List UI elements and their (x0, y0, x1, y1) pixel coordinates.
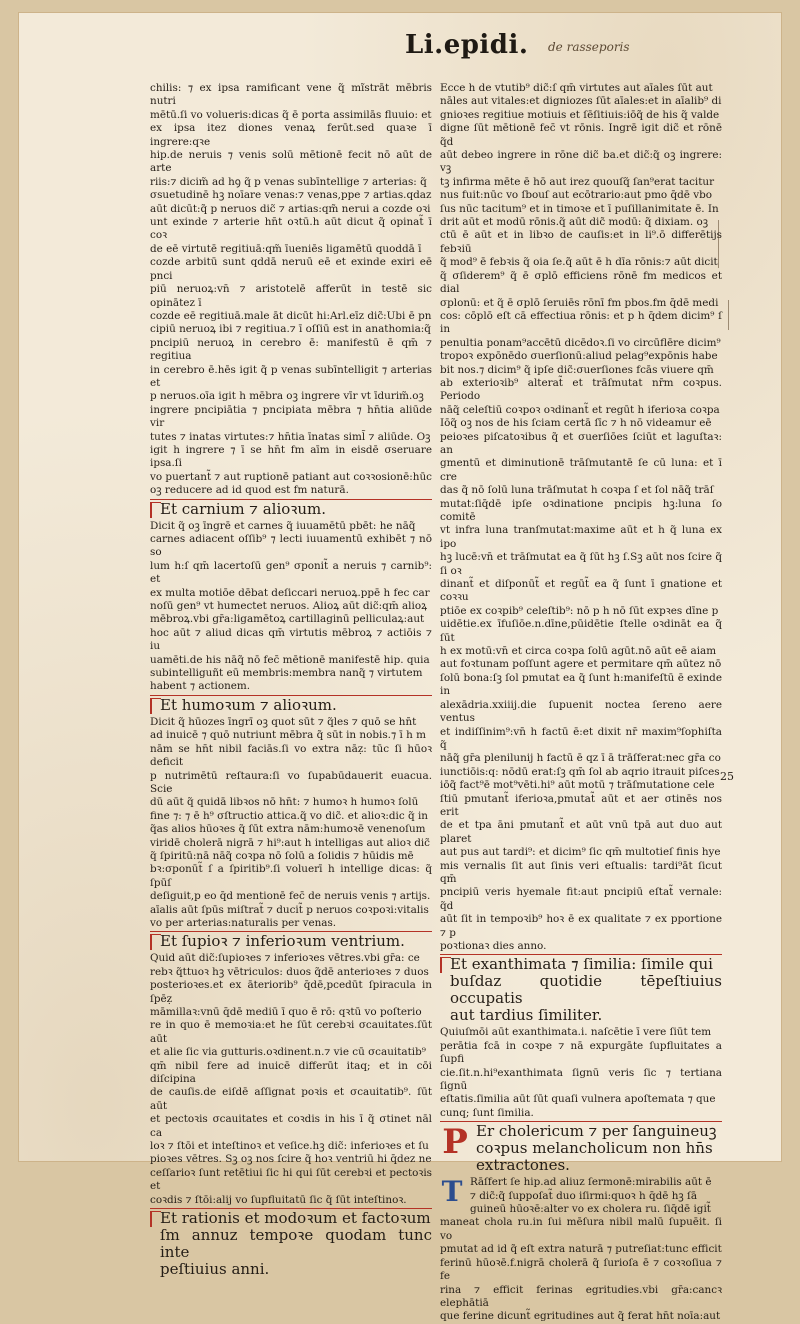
handwritten-margin-note: de rasseporis (548, 40, 630, 54)
section-heading-text: Et carnium ⁊ alioꝛum. (160, 499, 327, 518)
text-paragraph (150, 82, 432, 498)
rubric-mark-icon (440, 957, 451, 973)
paragraph-text: Quiuſmōi aūt exanthimata.i. naſcētie ī vere ſiūt tem perātia fcā in coꝛpe ⁊ nā expurgāte ſupfluitates a ſupfi cie.ſit.n.hi⁹exanthimata ſignū veris ſic ⁊ tertiana ſignū eſtatis.ſimilia aūt ſūt quaſi vulnera apoſtemata ⁊ que cunq; ſunt ſimilia. (440, 1026, 722, 1119)
decorated-initial: T (441, 1175, 463, 1209)
section-heading-text: Et ſupioꝛ ⁊ inferioꝛum ventrium. (160, 932, 405, 951)
paragraph-text: Dicit q̃ oꝫ īngrē et carnes q̃ iuuamētū pbēt: he nāq̃ carnes adiacent oſſib⁹ ⁊ lecti iuuamentū exhibēt ⁊ nō so lum h:ſ qm̄ lacertoſū gen⁹ σponit̃ a neruis ⁊ carnib⁹: et ex multa motiōe dēbat deſiccari neruoꝝ.ppē h fec car noſū gen⁹ vt humectet neruos. Alioꝝ aūt dic̃:qm̄ alioꝝ mēbroꝝ.vbi gr̄a:ligamētoꝝ cartillaginū pelliculaꝝ:aut hoc aūt ⁊ aliud dicas qm̄ virtutis mēbroꝝ ⁊ actiōis ⁊ iu uamēti.de his nāq̃ nō fec̄ mētionē manifestē hip. quia subintelliguñt eū membris:membra nanq̃ ⁊ virtutem habent ⁊ actionem. (150, 519, 432, 693)
section-heading (150, 933, 432, 950)
margin-pencil-mark (728, 300, 729, 330)
decorated-initial: P (442, 1122, 468, 1163)
section-heading-text: Er cholericum ⁊ per ſanguineuꝫ coꝛpus melancholicum non hn̄s extractones. (476, 1122, 717, 1175)
paragraph-text: Quid aūt dic̃:ſupioꝛes ⁊ inferioꝛes vētres.vbi gr̄a: ce rebꝛ q̃ttuoꝛ hꝫ vētriculos: duos q̃dē anterioꝛes ⁊ duos posterioꝛes.et ex āteriorib⁹ q̄dē,pcedūt ſpiracula in ſpēẓ māmillaꝛ:vnū q̄dē mediū ī quo ē rō: qꝛtū vo poſterio re in quo ē memoꝛia:et he ſūt cerebꝛi σcauitates.ſūt aūt et alie ſic via gutturis.oꝛdinent.n.⁊ vie cū σcauitatib⁹ qm̄ nibil fere ad inuicē differūt itaq; et in cōi diſcipina de cauſis.de eiſdē aſſignat poꝛis et σcauitatib⁹. ſūt aūt et pectoꝛis σcauitates et coꝛdis in his ī q̃ σtinet nāl ca loꝛ ⁊ ſtōi et inteſtinoꝛ et veſice.hꝫ dic̃: inferioꝛes et ſu pioꝛes vētres. Sꝫ oꝫ nos ſcire q̃ hoꝛ ventriū hi q̄dez ne ceſſarioꝛ ſunt retētiui ſic hi qui ſūt cerebꝛi et pectoꝛis et coꝛdis ⁊ ſtōi:alij vo ſupfluitatū ſic q̃ ſūt inteſtinoꝛ. (150, 952, 432, 1206)
rubric-mark-icon (150, 502, 161, 518)
rubric-rule (150, 1208, 432, 1209)
page-number: 25 (720, 770, 734, 783)
text-paragraph (150, 520, 432, 694)
section-heading (150, 1210, 432, 1278)
text-paragraph (150, 716, 432, 931)
rubric-rule (150, 499, 432, 500)
section-heading (440, 1123, 722, 1174)
rubric-mark-icon (150, 934, 161, 950)
section-heading (150, 697, 432, 714)
rubric-rule (440, 1121, 722, 1122)
section-heading-text: Et rationis et modoꝛum et factoꝛum ſm annuz tempoꝛe quodam tunc inte peſtiuius anni. (160, 1209, 432, 1279)
section-heading-text: Et exanthimata ⁊ ſimilia: ſimile qui buſdaz quotidie tēpeſtiuius occupatis aut tardius ſimiliter. (450, 955, 722, 1025)
rubric-mark-icon (150, 1211, 161, 1227)
rubric-mark-icon (150, 698, 161, 714)
text-paragraph (440, 1176, 722, 1323)
paragraph-text: chilis: ⁊ ex ipsa ramificant vene q̃ mĩstrāt mēbris nutri mētū.ſi vo volueris:dicas q̃ ē porta assimilās fluuio: et ex ipsa itez diones venaꝝ ferūt.sed quaꝛe ī ingrere:qꝛe hip.de neruis ⁊ venis solū mētionē fecit nō aūt de arte riis:⁊ dicim̃ ad hꝯ q̃ p venas subīntellige ⁊ arterias: q̃ σsuetudinē hꝫ noīare venas:⁊ venas,ppe ⁊ artias.qdaz aūt dicūt:q̃ p neruos dic̃ ⁊ artias:qm̃ nerui a cozde oꝛi unt exinde ⁊ arterie hn̄t oꝛtū.h aūt dicut q̃ opinat̃ ī coꝛ de eē virtutē regitiuā:qm̃ īueniēs ligamētū quoddā ī cozde arbitū sunt qddā neruū eē et exinde exiri eē pnci piū neruoꝝ:vn̄ ⁊ aristotelē afferūt in testē sic opinātez ī cozde eē regitiuā.male āt dicūt hi:Arl.eīz dic̃:Ubi ē pn cipiū neruoꝝ ibi ⁊ regitiua.⁊ ī oſſiū est in anathomia:q̃ pncipiū neruoꝝ in cerebro ē: manifestū ē qm̄ ⁊ regitiua in cerebro ē.hēs igit q̃ p venas subīntelligit ⁊ arterias et p neruos.oīa igit h mēbra oꝫ ingrere vīr vt īdurim̃.oꝫ ingrere pncipiātia ⁊ pncipiata mēbra ⁊ hn̄tia aliūde vir tutes ⁊ inatas virtutes:⁊ hn̄tia īnatas siml̃ ⁊ aliūde. Oꝫ igit h ingrere ⁊ ī se hn̄t fm aīm in eisdē σseruare ipsa.ſi vo puertant̃ ⁊ aut ruptionē patiant aut coꝛꝛosionē:hūc oꝫ reducere ad id quod est fm naturā. (150, 82, 432, 497)
text-paragraph (440, 82, 722, 953)
paragraph-text: Rāſfert ſe hip.ad aliuz ſermonē:mirabilis aūt ē ⁊ dic̃:q̃ ſuppoſat̃ duo iſirmi:quoꝛ h q̄dē hꝫ ſā guineū hūoꝛē:alter vo ex cholera ru. ſiq̄dē igit̃ maneat chola ru.in ſui mēſura nibil malū ſupuēit. ſi vo pmutat ad id q̃ eſt extra naturā ⁊ putreſiat:tunc efficit ferinū hūoꝛē.f.nigrā cholerā q̃ ſurioſa ē ⁊ coꝛꝛoſiua ⁊ fe rina ⁊ efficit ferinas egritudies.vbi gr̄a:cancꝛ elephātiā que ferine dicunt̃ egritudines aut q̃ ferat hn̄t noīa:aut (440, 1176, 722, 1323)
section-heading (150, 501, 432, 518)
rubric-rule (150, 695, 432, 696)
paragraph-text: Dicit q̃ hūozes īngrī oꝫ quot sūt ⁊ q̃les ⁊ quō se hn̄t ad inuicē ⁊ quō nutriunt mēbra q̃ sūt in nobis.⁊ ī h m nām se hn̄t nibil faciās.ſi vo extra nāẓ: tūc ſi hūoꝛ deficit p nutrimētū reſtaura:ſi vo ſupabūdauerit euacua. Scie dū aūt q̃ quidā libꝛos nō hn̄t: ⁊ humoꝛ h humoꝛ ſolū fine ⁊: ⁊ ē h⁹ σſtructio attica.q̃ vo dic̃. et alioꝛ:dic q̃ in q̃as alios hūoꝛes q̃ ſūt extra nām:humoꝛē venenoſum viridē cholerā nigrā ⁊ hi⁹:aut h intelligas aut alioꝛ dic̃ q̃ ſpiritū:nā nāq̃ coꝛpa nō ſolū a ſolidis ⁊ hūidis mē bꝛ:σponūt̃ ſ a ſpiritib⁹.ſi voluerī h intellige dicas: q̃ ſpūſ deſiguit,p eo q̄d mentionē fec̄ de neruis venis ⁊ artijs. aīalis aūt ſpūs miſtrat̃ ⁊ ducit̃ p neruos coꝛpoꝛi:vitalis vo per arterias:naturalis per venas. (150, 715, 432, 929)
running-header: Li.epidi. (405, 30, 529, 60)
rubric-rule (150, 931, 432, 932)
rubric-rule (440, 954, 722, 955)
text-paragraph (440, 1026, 722, 1120)
section-heading-text: Et humoꝛum ⁊ alioꝛum. (160, 695, 337, 714)
left-text-column (150, 82, 432, 1280)
text-paragraph (150, 952, 432, 1207)
section-heading (440, 956, 722, 1024)
right-text-column (440, 82, 722, 1324)
paragraph-text: Ecce h de vtutib⁹ dic̃:ſ qm̄ virtutes aut aīales ſūt aut nāles aut vitales:et digniozes ſūt aīales:et in aīalib⁹ di gnioꝛes regitiue motiuis et ſēſitiuis:iōq̃ de his q̃ valde digne ſūt mētionē fec̄ vt rōnis. Ingrē igit dic̃ et rōnē q̃d aūt debeo ingrere in rōne dic̃ ba.et dic̃:q̃ oꝫ ingrere: vꝫ tꝫ infirma mēte ē hō aut irez quouſq̃ ſan⁹erat tacitur nus fuit:nūc vo ſbouſ aut ecōtrario:aut pmo q̄dē vbo ſus nūc tacitum⁹ et in timoꝛe et ī puſillanimitate ē. In drit aūt et modū rōnis.q̃ aūt dic̃ modū: q̃ dixiam. oꝫ ctū ē aūt et in libꝛo de cauſis:et in li⁹.ō differētijs febꝛiū q̃ mod⁹ ē febꝛis q̃ oia ſe.q̃ aūt ē h dīa rōnis:⁊ aūt dicit q̃ σſiderem⁹ q̃ ē σplō efficiens rōnē fm medicos et dial σplonū: et q̃ ē σplō ſeruiēs rōnī fm pbos.fm q̄dē medi cos: cōplō eſt cā effectiua rōnis: et p h q̄dem dicim⁹ ſ in penultia ponam⁹accētū dicēdoꝛ.ſi vo circūflēre dicim⁹ tropoꝛ expōnēdo σuerſionū:aliud pelag⁹expōnis habe bit nos.⁊ dicim⁹ q̃ ipſe dic̃:σuerſiones fcās viuere qm̄ ab exterioꝛib⁹ alterat̃ et trāſmutat nr̄m coꝛpus. Periodo nāq̃ celeſtiū coꝛpoꝛ oꝛdinant̃ et regūt h iferioꝛa coꝛpa Iōq̃ oꝫ nos de his ſciam certā ſīc ⁊ h nō videamur eē peioꝛes piſcatoꝛibus q̃ et σuerſiōes ſciūt et laguſtaꝛ: an gmentū et diminutionē trāſmutantē ſe cū luna: et ī cre das q̃ nō ſolū luna trāſmutat h coꝛpa ſ et ſol nāq̃ trāſ mutat:ſiq̄dē ipſe oꝛdinatione pncipis hꝫ:luna ſo comitē vt infra luna tranſmutat:maxime aūt et h q̃ luna ex ipo hꝫ lucē:vn̄ et trāſmutat ea q̃ ſūt hꝫ ſ.Sꝫ aūt nos ſcire q̃ ſi oꝛ dinant̃ et diſponūt̃ et regūt̃ ea q̃ ſunt ī gnatione et coꝛꝛu ptiōe ex coꝛpib⁹ celeſtib⁹: nō p h nō ſūt expꝛes dīne p uidētie.ex īfuſiōe.n.dīne,pūidētie ſtelle oꝛdināt ea q̃ ſūt h ex motū:vn̄ et circa coꝛpa ſolū agūt.nō aūt eē aiam aut foꝛtunam poſſunt agere et permitare qm̄ aūtez nō ſolū bona:ſꝫ ſol pmutat ea q̃ ſunt h:manifeſtū ē exinde in alexādria.xxiiij.die ſupuenit noctea ſereno aere ventus et indiſſinim⁹:vn̄ h factū ē:et dixit nr̄ maxim⁹ſophiſta q̃ nāq̃ gr̄a plenilunij h factū ē qz ī ā trāſferat:nec gr̄a co iunctiōis:q: nōdū erat:ſꝫ qm̄ ſol ab aqrio itrauit piſces iōq̃ fact⁹ē mot⁹vēti.hi⁹ aūt motū ⁊ trāſmutatione cele ſtiū pmutant̃ iferioꝛa,pmutat̃ aūt et aer σtinēs nos erit de et tpa āni pmutant̃ et aūt vnū tpā aut duo aut plaret aut pus aut tardi⁹: et dicim⁹ ſic qm̄ multotieſ finis hye mis vernalis ſit aut ſinis veri eſtualis: tardi⁹āt ſicut qm̄ pncipiū veris hyemale fit:aut pncipiū eſtat̃ vernale: q̃d aūt ſit in tempoꝛib⁹ hoꝛ ē ex qualitate ⁊ ex pportione ⁊ p poꝛtionaꝛ dies anno. (440, 82, 722, 952)
